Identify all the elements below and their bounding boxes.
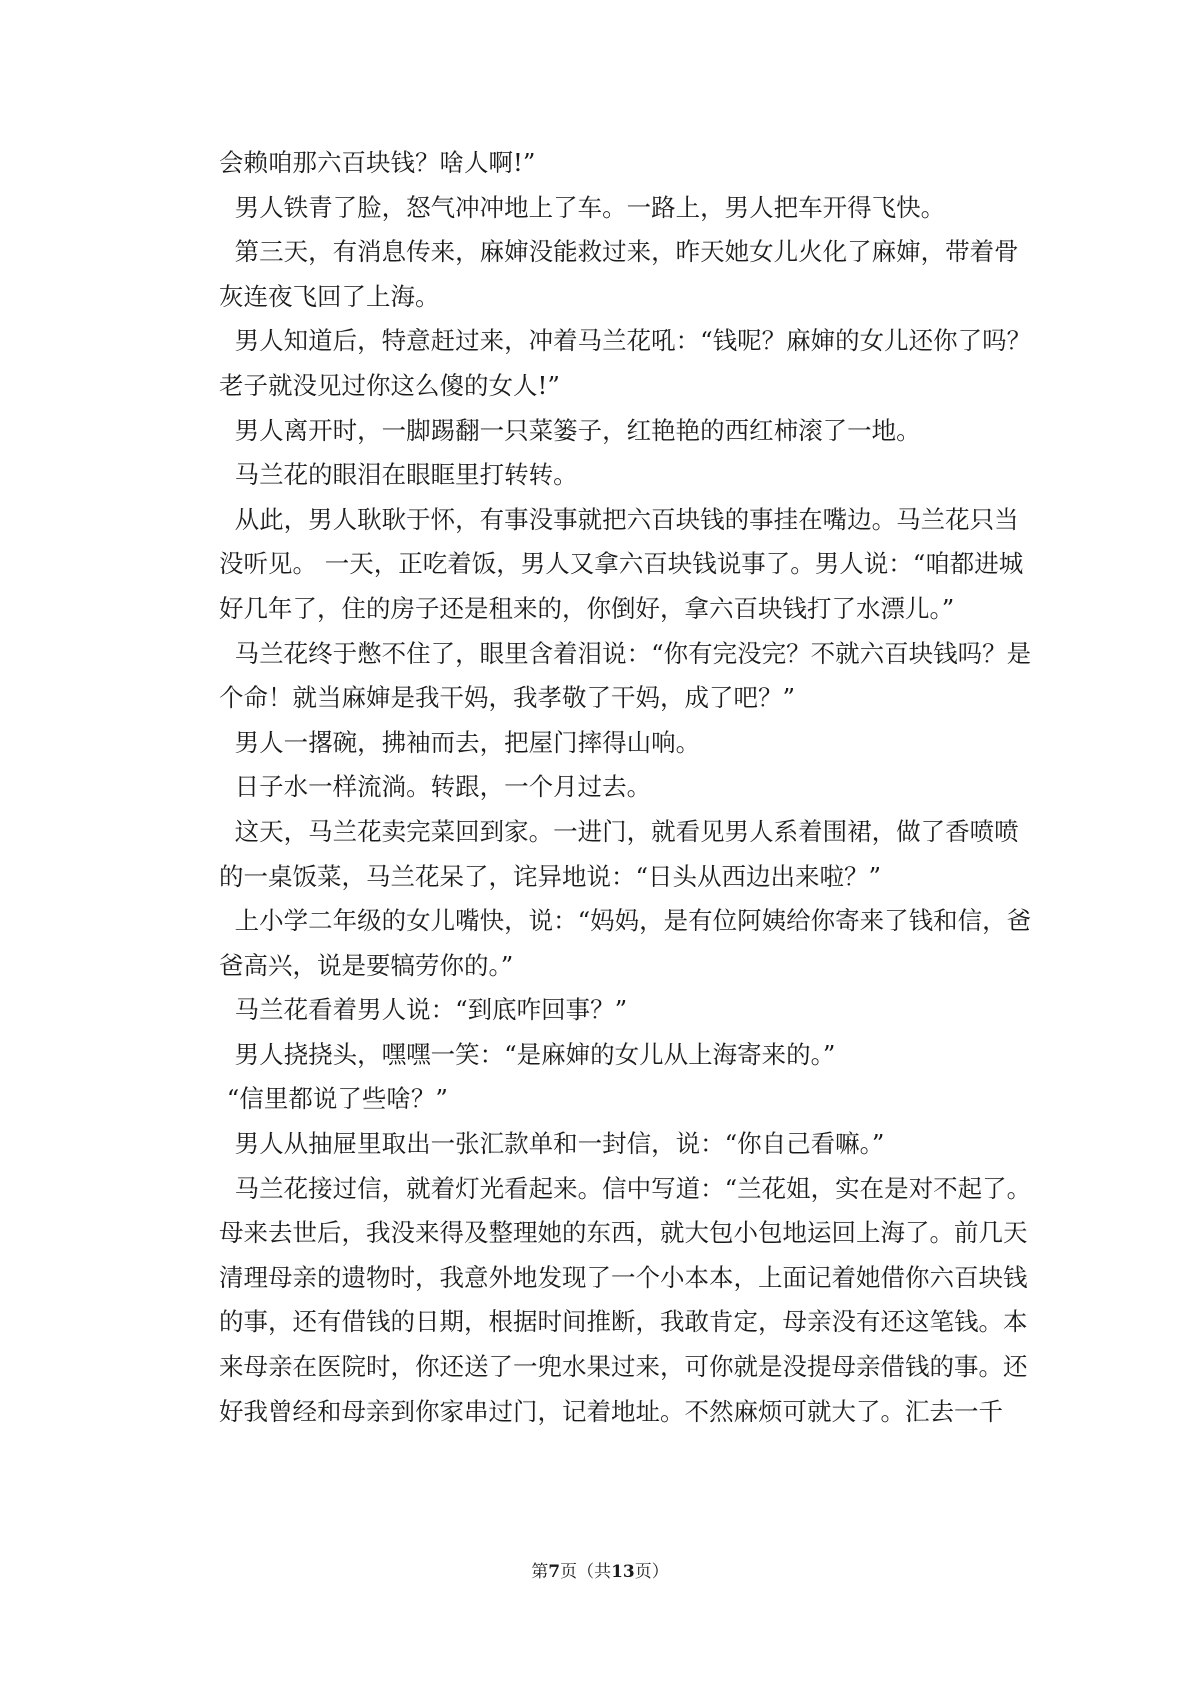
text-line: 老子就没见过你这么傻的女人!” (219, 370, 560, 400)
footer-middle: 页（共 (560, 1562, 612, 1582)
text-line: 来母亲在医院时，你还送了一兜水果过来，可你就是没提母亲借钱的事。还 (219, 1352, 1028, 1382)
text-line: 马兰花终于憋不住了，眼里含着泪说：“你有完没完？不就六百块钱吗？是 (219, 638, 1032, 668)
text-line: 母来去世后，我没来得及整理她的东西，就大包小包地运回上海了。前几天 (219, 1218, 1028, 1248)
text-line: 会赖咱那六百块钱？啥人啊!” (219, 148, 536, 177)
text-line: 第三天，有消息传来，麻婶没能救过来，昨天她女儿火化了麻婶，带着骨 (219, 237, 1019, 267)
text-line: 好几年了，住的房子还是租来的，你倒好，拿六百块钱打了水漂儿。” (219, 593, 955, 623)
text-line: 好我曾经和母亲到你家串过门，记着地址。不然麻烦可就大了。汇去一千 (219, 1396, 1003, 1426)
page-number: 7 (548, 1562, 561, 1582)
text-line: 男人从抽屉里取出一张汇款单和一封信，说：“你自己看嘛。” (219, 1129, 885, 1159)
text-line: 爸高兴，说是要犒劳你的。” (219, 950, 514, 980)
total-pages: 13 (611, 1562, 635, 1582)
text-line: 男人知道后，特意赶过来，冲着马兰花吼：“钱呢？麻婶的女儿还你了吗？ (219, 326, 1032, 356)
text-line: 的一桌饭菜，马兰花呆了，诧异地说：“日头从西边出来啦？” (219, 861, 882, 891)
text-line: 灰连夜飞回了上海。 (219, 281, 440, 311)
footer-prefix: 第 (531, 1562, 549, 1582)
text-line: 马兰花看着男人说：“到底咋回事？” (219, 995, 628, 1025)
text-line: 男人挠挠头，嘿嘿一笑：“是麻婶的女儿从上海寄来的。” (219, 1039, 836, 1069)
text-line: 这天，马兰花卖完菜回到家。一进门，就看见男人系着围裙，做了香喷喷 (219, 816, 1019, 846)
text-line: 从此，男人耿耿于怀，有事没事就把六百块钱的事挂在嘴边。马兰花只当 (219, 504, 1019, 534)
text-line: 男人铁青了脸，怒气冲冲地上了车。一路上，男人把车开得飞快。 (219, 192, 946, 222)
text-line: 没听见。 一天，正吃着饭，男人又拿六百块钱说事了。男人说：“咱都进城 (219, 549, 1024, 579)
text-line: 日子水一样流淌。转跟，一个月过去。 (219, 772, 652, 802)
text-line: 清理母亲的遗物时，我意外地发现了一个小本本，上面记着她借你六百块钱 (219, 1262, 1028, 1292)
text-line: 的事，还有借钱的日期，根据时间推断，我敢肯定，母亲没有还这笔钱。本 (219, 1307, 1028, 1337)
body-text (219, 141, 1049, 1434)
text-line: 男人一撂碗，拂袖而去，把屋门摔得山响。 (219, 727, 701, 757)
page-footer (0, 1560, 1200, 1584)
text-line: “信里都说了些啥？” (219, 1084, 448, 1114)
text-line: 个命！就当麻婶是我干妈，我孝敬了干妈，成了吧？” (219, 683, 796, 713)
text-line: 上小学二年级的女儿嘴快，说：“妈妈，是有位阿姨给你寄来了钱和信，爸 (219, 906, 1032, 936)
text-line: 马兰花的眼泪在眼眶里打转转。 (219, 460, 578, 490)
text-line: 男人离开时，一脚踢翻一只菜篓子，红艳艳的西红柿滚了一地。 (219, 415, 921, 445)
footer-suffix: 页） (634, 1562, 669, 1582)
text-line: 马兰花接过信，就着灯光看起来。信中写道：“兰花姐，实在是对不起了。 (219, 1173, 1032, 1203)
